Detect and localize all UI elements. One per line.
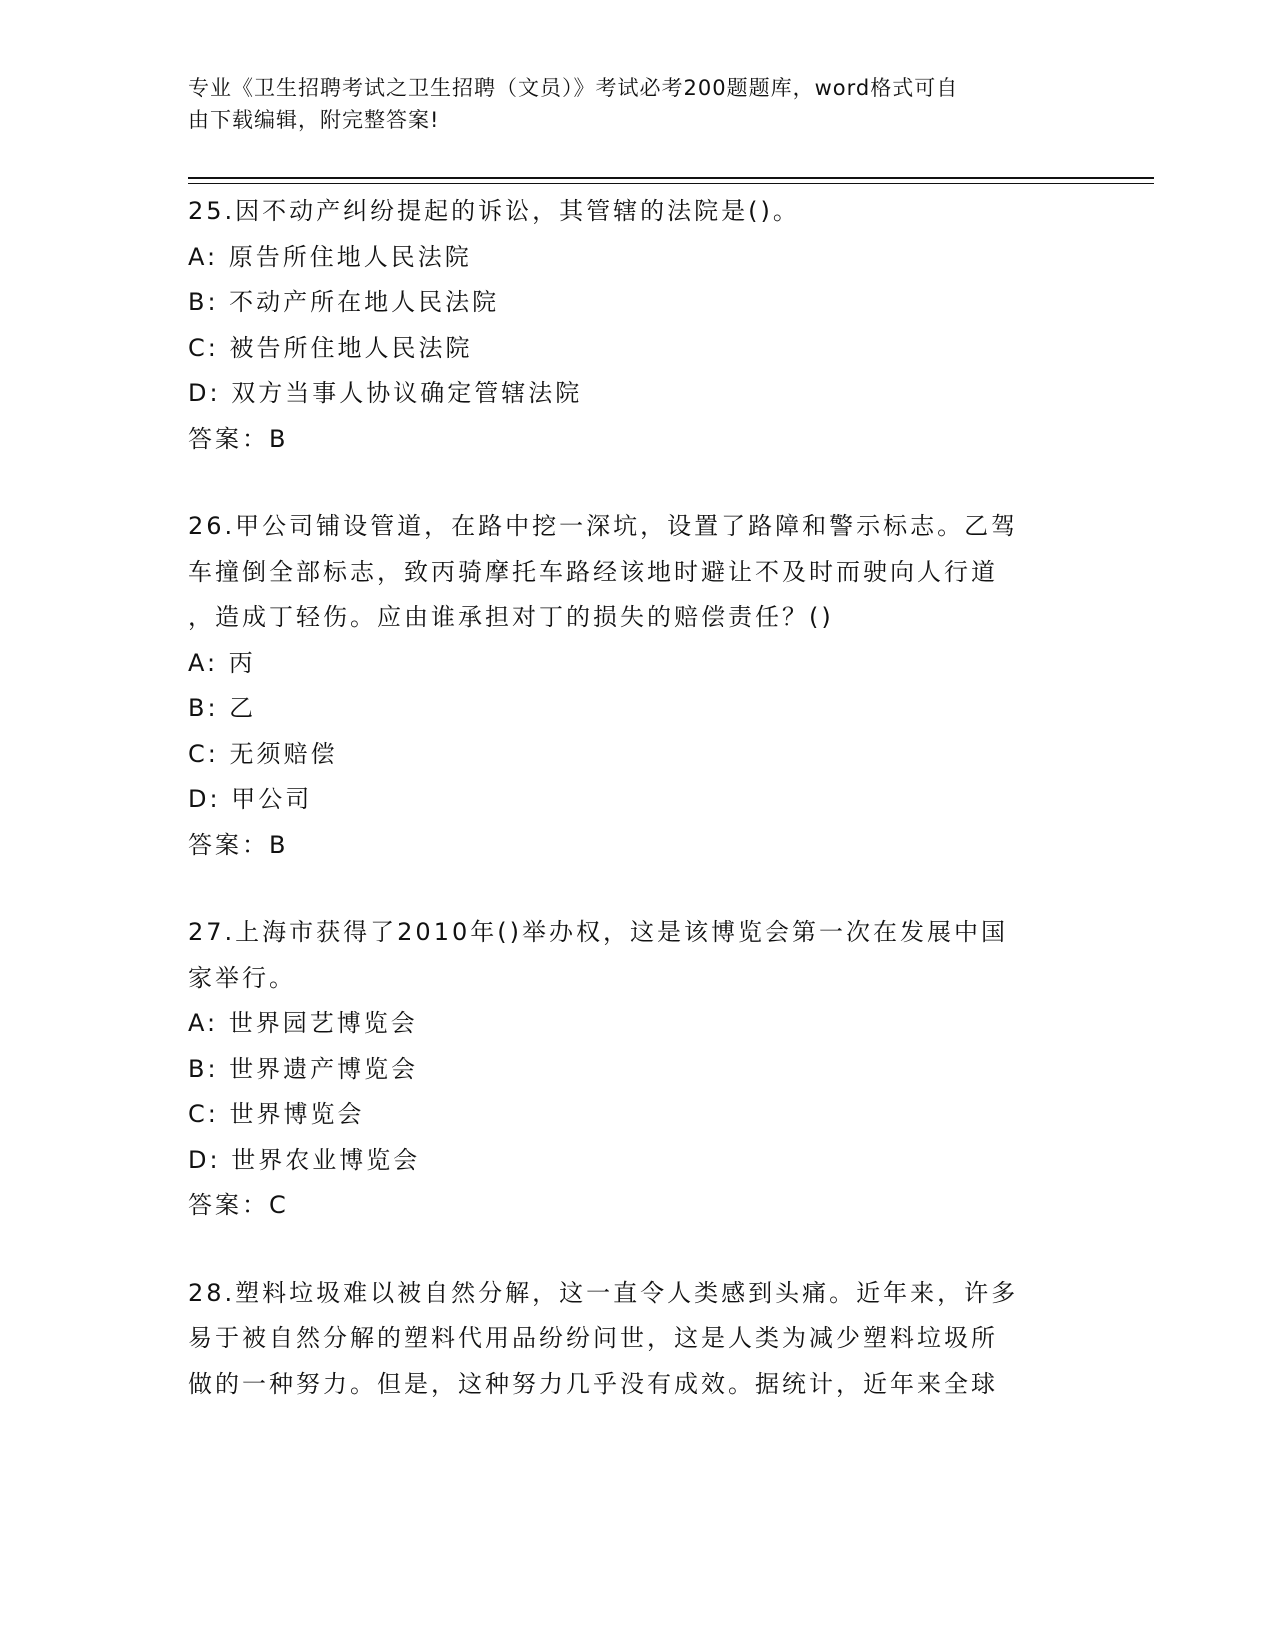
- question-text: 家举行。: [188, 963, 296, 992]
- option-b: B: 不动产所在地人民法院: [188, 288, 500, 316]
- question-text: 28.塑料垃圾难以被自然分解，这一直令人类感到头痛。近年来，许多: [188, 1278, 1019, 1307]
- header-divider-thin: [188, 183, 1154, 184]
- question-text: 26.甲公司铺设管道，在路中挖一深坑，设置了路障和警示标志。乙驾: [188, 512, 1019, 540]
- header-title-line-2: 由下载编辑，附完整答案!: [188, 108, 440, 132]
- question-28: [188, 1271, 1088, 1408]
- answer: 答案：B: [188, 424, 289, 453]
- header-divider-thick: [188, 177, 1154, 179]
- answer: 答案：C: [188, 1191, 289, 1219]
- question-list: [188, 189, 1088, 1449]
- question-text: ，造成丁轻伤。应由谁承担对丁的损失的赔偿责任？(): [188, 603, 834, 631]
- option-a: A: 原告所住地人民法院: [188, 242, 472, 271]
- option-d: D: 世界农业博览会: [188, 1145, 421, 1174]
- header-title-line-1: 专业《卫生招聘考试之卫生招聘（文员）》考试必考200题题库，word格式可自: [188, 76, 959, 100]
- option-c: C: 世界博览会: [188, 1100, 365, 1128]
- question-text: 27.上海市获得了2010年()举办权，这是该博览会第一次在发展中国: [188, 918, 1008, 946]
- question-26: [188, 504, 1088, 868]
- option-b: B: 乙: [188, 694, 257, 722]
- option-c: C: 被告所住地人民法院: [188, 333, 473, 362]
- question-text: 易于被自然分解的塑料代用品纷纷问世，这是人类为减少塑料垃圾所: [188, 1324, 998, 1352]
- document-header: [188, 72, 1078, 136]
- option-b: B: 世界遗产博览会: [188, 1054, 419, 1083]
- question-text: 做的一种努力。但是，这种努力几乎没有成效。据统计，近年来全球: [188, 1369, 998, 1398]
- question-27: [188, 910, 1088, 1229]
- option-d: D: 双方当事人协议确定管辖法院: [188, 379, 583, 407]
- question-text: 25.因不动产纠纷提起的诉讼，其管辖的法院是()。: [188, 197, 800, 225]
- question-25: [188, 189, 1088, 462]
- option-a: A: 世界园艺博览会: [188, 1009, 418, 1037]
- answer: 答案：B: [188, 830, 289, 859]
- option-d: D: 甲公司: [188, 785, 313, 813]
- question-text: 车撞倒全部标志，致丙骑摩托车路经该地时避让不及时而驶向人行道: [188, 557, 998, 586]
- option-c: C: 无须赔偿: [188, 739, 338, 768]
- option-a: A: 丙: [188, 648, 256, 677]
